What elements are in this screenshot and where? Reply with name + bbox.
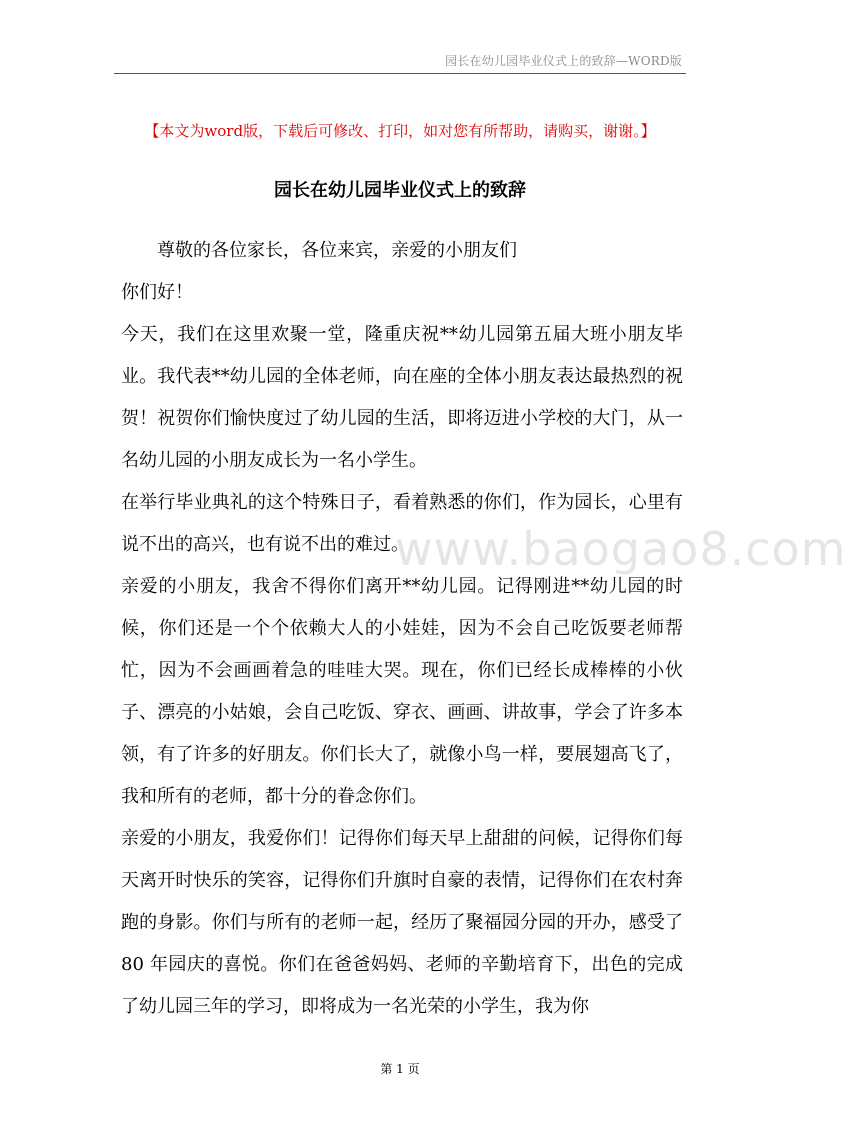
download-notice: 【本文为word版，下载后可修改、打印，如对您有所帮助，请购买，谢谢。】 [144,122,656,140]
paragraph: 亲爱的小朋友，我舍不得你们离开**幼儿园。记得刚进**幼儿园的时候，你们还是一个个依赖大人的小娃娃，因为不会自己吃饭要老师帮忙，因为不会画画着急的哇哇大哭。现在，你们已经长成棒棒的小伙子、漂亮的小姑娘，会自己吃饭、穿衣、画画、讲故事，学会了许多本领，有了许多的好朋友。你们长大了，就像小鸟一样，要展翅高飞了，我和所有的老师，都十分的眷念你们。 [121,576,683,807]
watermark: www.baogao8.com [395,522,846,576]
paragraph: 今天，我们在这里欢聚一堂，隆重庆祝**幼儿园第五届大班小朋友毕业。我代表**幼儿园的全体老师，向在座的全体小朋友表达最热烈的祝贺！祝贺你们愉快度过了幼儿园的生活，即将迈进小学校的大门，从一名幼儿园的小朋友成长为一名小学生。 [121,324,683,471]
paragraph: 亲爱的小朋友，我爱你们！记得你们每天早上甜甜的问候，记得你们每天离开时快乐的笑容，记得你们升旗时自豪的表情，记得你们在农村奔跑的身影。你们与所有的老师一起，经历了聚福园分园的开办，感受了 80 年园庆的喜悦。你们在爸爸妈妈、老师的辛勤培育下，出色的完成了幼儿园三年的学习，即将成为一名光荣的小学生，我为你 [121,828,683,1017]
paragraph-hello: 你们好！ [121,282,193,303]
document-body [121,230,683,1028]
running-header: 园长在幼儿园毕业仪式上的致辞—WORD版 [445,54,682,68]
document-title: 园长在幼儿园毕业仪式上的致辞 [274,180,526,201]
paragraph: 在举行毕业典礼的这个特殊日子，看着熟悉的你们，作为园长，心里有说不出的高兴，也有说不出的难过。 [121,492,683,555]
page-number: 第 1 页 [380,1062,420,1076]
header-divider [114,73,686,74]
paragraph-greeting: 尊敬的各位家长，各位来宾，亲爱的小朋友们 [157,240,517,261]
